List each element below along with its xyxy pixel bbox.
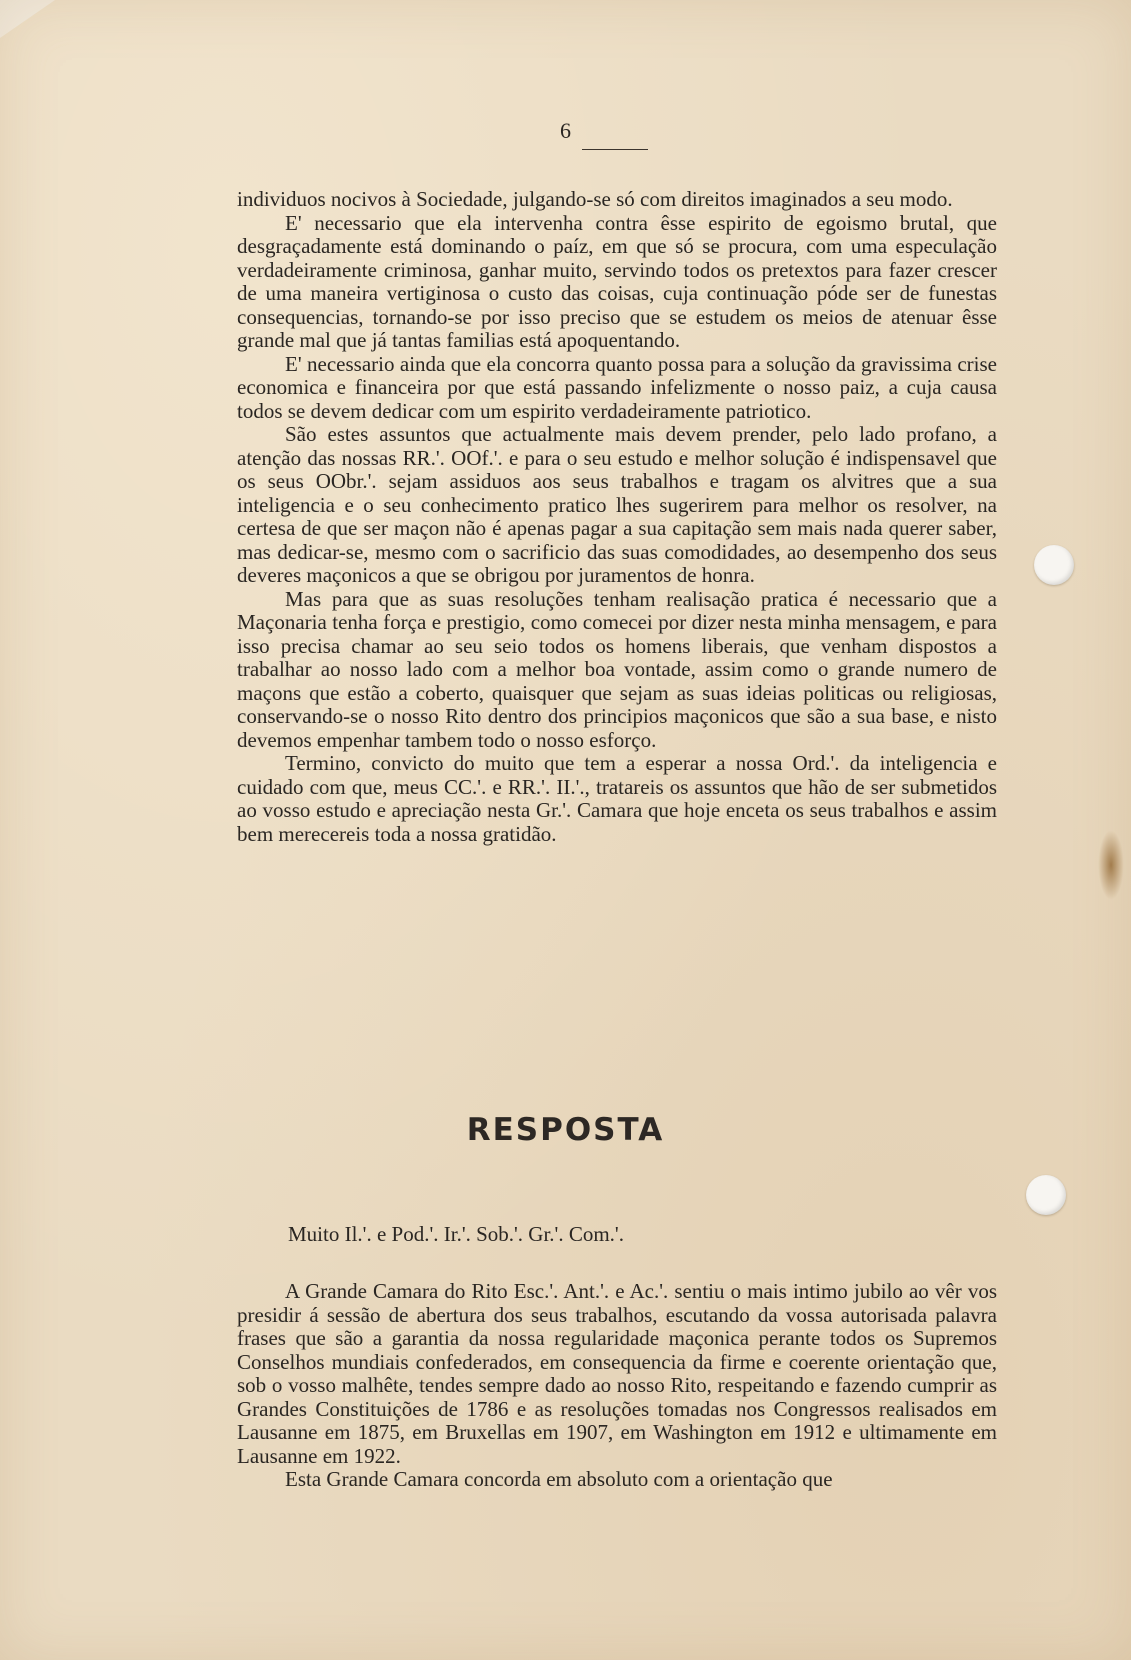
paragraph: E' necessario que ela intervenha contra êsse espirito de egoismo brutal, que desgraçadamente está dominando o paíz, em que só se procura, com uma especulação verdadeiramente criminosa, ganhar muito, servindo todos os pretextos para fazer crescer de uma maneira vertiginosa o custo das coisas, cuja continuação póde ser de funestas consequencias, tornando-se por isso preciso que se estudem os meios de atenuar êsse grande mal que já tantas familias está apoquentando. bbox=[237, 210, 997, 352]
paragraph: individuos nocivos à Sociedade, julgando-se só com direitos imaginados a seu modo. bbox=[237, 187, 953, 211]
paper-stain bbox=[1098, 830, 1124, 900]
page-number-rule bbox=[582, 149, 648, 150]
paragraph: Esta Grande Camara concorda em absoluto com a orientação que bbox=[285, 1467, 833, 1491]
section-heading: RESPOSTA bbox=[466, 1112, 665, 1148]
page-number: 6 bbox=[560, 118, 571, 143]
salutation: Muito Il.'. e Pod.'. Ir.'. Sob.'. Gr.'. Com.'. bbox=[288, 1222, 624, 1246]
punch-hole bbox=[1034, 545, 1074, 585]
message-text bbox=[237, 188, 997, 846]
paragraph: A Grande Camara do Rito Esc.'. Ant.'. e Ac.'. sentiu o mais intimo jubilo ao vêr vos presidir á sessão de abertura dos seus trabalhos, escutando da vossa autorisada palavra frases que são a garantia da nossa regularidade maçonica perante todos os Supremos Conselhos mundiais confederados, em consequencia da firme e coerente orientação que, sob o vosso malhête, tendes sempre dado ao nosso Rito, respeitando e fazendo cumprir as Grandes Constituições de 1786 e as resoluções tomadas nos Congressos realisados em Lausanne em 1875, em Bruxellas em 1907, em Washington em 1912 e ultimamente em Lausanne em 1922. bbox=[237, 1279, 997, 1468]
paragraph: E' necessario ainda que ela concorra quanto possa para a solução da gravissima crise economica e financeira por que está passando infelizmente o nosso paiz, a cuja causa todos se devem dedicar com um espirito verdadeiramente patriotico. bbox=[237, 351, 997, 423]
response-text bbox=[237, 1280, 997, 1492]
paragraph: Termino, convicto do muito que tem a esperar a nossa Ord.'. da inteligencia e cuidado com que, meus CC.'. e RR.'. II.'., tratareis os assuntos que hão de ser submetidos ao vosso estudo e apreciação nesta Gr.'. Camara que hoje enceta os seus trabalhos e assim bem merecereis toda a nossa gratidão. bbox=[237, 751, 997, 846]
paragraph: São estes assuntos que actualmente mais devem prender, pelo lado profano, a atenção das nossas RR.'. OOf.'. e para o seu estudo e melhor solução é indispensavel que os seus OObr.'. sejam assiduos aos seus trabalhos e tragam os alvitres que a sua inteligencia e o seu conhecimento pratico lhes sugerirem para melhor os resolver, na certesa de que ser maçon não é apenas pagar a sua capitação sem mais nada querer saber, mas dedicar-se, mesmo com o sacrificio das suas comodidades, ao desempenho dos seus deveres maçonicos a que se obrigou por juramentos de honra. bbox=[237, 422, 997, 587]
punch-hole bbox=[1026, 1175, 1066, 1215]
paragraph: Mas para que as suas resoluções tenham realisação pratica é necessario que a Maçonaria tenha força e prestigio, como comecei por dizer nesta minha mensagem, e para isso precisa chamar ao seu seio todos os homens liberais, que venham dispostos a trabalhar ao nosso lado com a melhor boa vontade, assim como o grande numero de maçons que estão a coberto, quaisquer que sejam as suas ideias politicas ou religiosas, conservando-se o nosso Rito dentro dos principios maçonicos que são a sua base, e nisto devemos empenhar tambem todo o nosso esforço. bbox=[237, 586, 997, 752]
folded-corner bbox=[0, 0, 55, 38]
